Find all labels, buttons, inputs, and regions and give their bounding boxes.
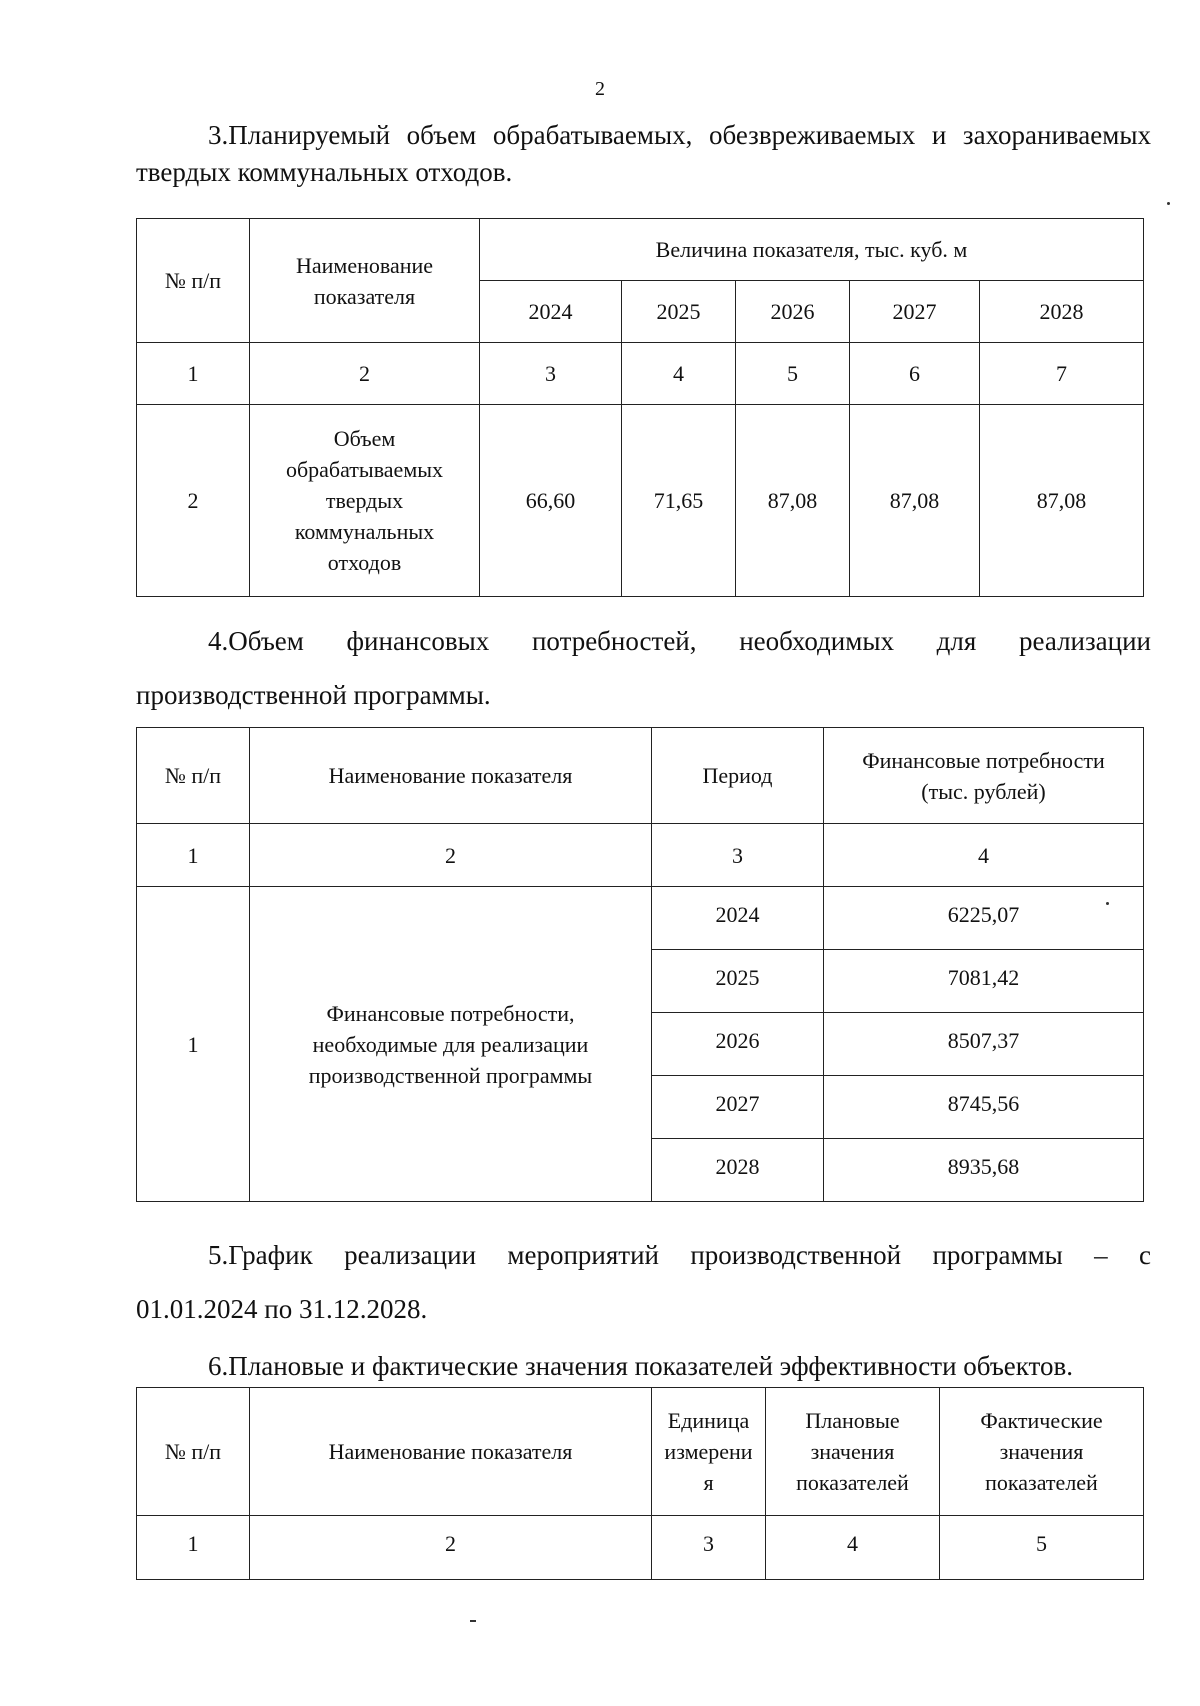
index-cell: 4 (766, 1516, 940, 1580)
section3-heading-line1: 3.Планируемый объем обрабатываемых, обезвреживаемых и захораниваемых (208, 120, 1151, 150)
section4-heading-line1: 4.Объем финансовых потребностей, необходимых для реализации (208, 626, 1151, 656)
index-cell: 5 (736, 343, 850, 405)
period-year: 2025 (652, 950, 824, 1013)
period-value: 7081,42 (824, 950, 1144, 1013)
period-value: 6225,07 (824, 887, 1144, 950)
header-finance: Финансовые потребности (тыс. рублей) (824, 728, 1144, 824)
header-value-group: Величина показателя, тыс. куб. м (480, 219, 1144, 281)
row-name: Финансовые потребности, необходимые для реализации производственной программы (250, 887, 652, 1202)
scan-speck (470, 1620, 476, 1622)
header-period: Период (652, 728, 824, 824)
index-cell: 1 (137, 824, 250, 887)
finance-table (136, 727, 1144, 1202)
scan-speck (1106, 902, 1109, 905)
index-cell: 1 (137, 1516, 250, 1580)
section6-heading: 6.Плановые и фактические значения показателей эффективности объектов. (208, 1351, 1073, 1381)
value-cell: 66,60 (480, 405, 622, 597)
period-year: 2028 (652, 1139, 824, 1202)
header-fact: Фактические значения показателей (940, 1388, 1144, 1516)
header-year: 2026 (736, 281, 850, 343)
page-number: 2 (595, 78, 605, 100)
header-year: 2025 (622, 281, 736, 343)
section5-line1: 5.График реализации мероприятий производственной программы – с (208, 1240, 1151, 1270)
index-cell: 2 (250, 1516, 652, 1580)
period-value: 8745,56 (824, 1076, 1144, 1139)
period-year: 2024 (652, 887, 824, 950)
value-cell: 87,08 (980, 405, 1144, 597)
period-value: 8935,68 (824, 1139, 1144, 1202)
value-cell: 87,08 (736, 405, 850, 597)
table-row (137, 405, 1144, 597)
index-row (137, 343, 1144, 405)
index-cell: 7 (980, 343, 1144, 405)
header-num: № п/п (137, 728, 250, 824)
header-name: Наименование показателя (250, 219, 480, 343)
scan-speck (1167, 202, 1170, 205)
header-year: 2027 (850, 281, 980, 343)
period-value: 8507,37 (824, 1013, 1144, 1076)
index-cell: 6 (850, 343, 980, 405)
volume-table (136, 218, 1144, 597)
value-cell: 87,08 (850, 405, 980, 597)
index-cell: 3 (480, 343, 622, 405)
header-year: 2024 (480, 281, 622, 343)
index-cell: 2 (250, 343, 480, 405)
header-unit: Единица измерения (652, 1388, 766, 1516)
efficiency-table (136, 1387, 1144, 1580)
header-num: № п/п (137, 219, 250, 343)
index-cell: 4 (622, 343, 736, 405)
index-cell: 3 (652, 824, 824, 887)
table-row (137, 887, 1144, 950)
header-plan: Плановые значения показателей (766, 1388, 940, 1516)
header-num: № п/п (137, 1388, 250, 1516)
section4-heading-line2: производственной программы. (136, 680, 491, 710)
section5-line2: 01.01.2024 по 31.12.2028. (136, 1294, 428, 1324)
section3-heading-line2: твердых коммунальных отходов. (136, 157, 513, 187)
index-cell: 5 (940, 1516, 1144, 1580)
header-name: Наименование показателя (250, 728, 652, 824)
row-num: 1 (137, 887, 250, 1202)
header-name: Наименование показателя (250, 1388, 652, 1516)
row-name: Объем обрабатываемых твердых коммунальных отходов (250, 405, 480, 597)
index-row (137, 824, 1144, 887)
index-cell: 3 (652, 1516, 766, 1580)
index-cell: 4 (824, 824, 1144, 887)
value-cell: 71,65 (622, 405, 736, 597)
index-cell: 2 (250, 824, 652, 887)
period-year: 2026 (652, 1013, 824, 1076)
period-year: 2027 (652, 1076, 824, 1139)
row-num: 2 (137, 405, 250, 597)
index-row (137, 1516, 1144, 1580)
header-year: 2028 (980, 281, 1144, 343)
index-cell: 1 (137, 343, 250, 405)
